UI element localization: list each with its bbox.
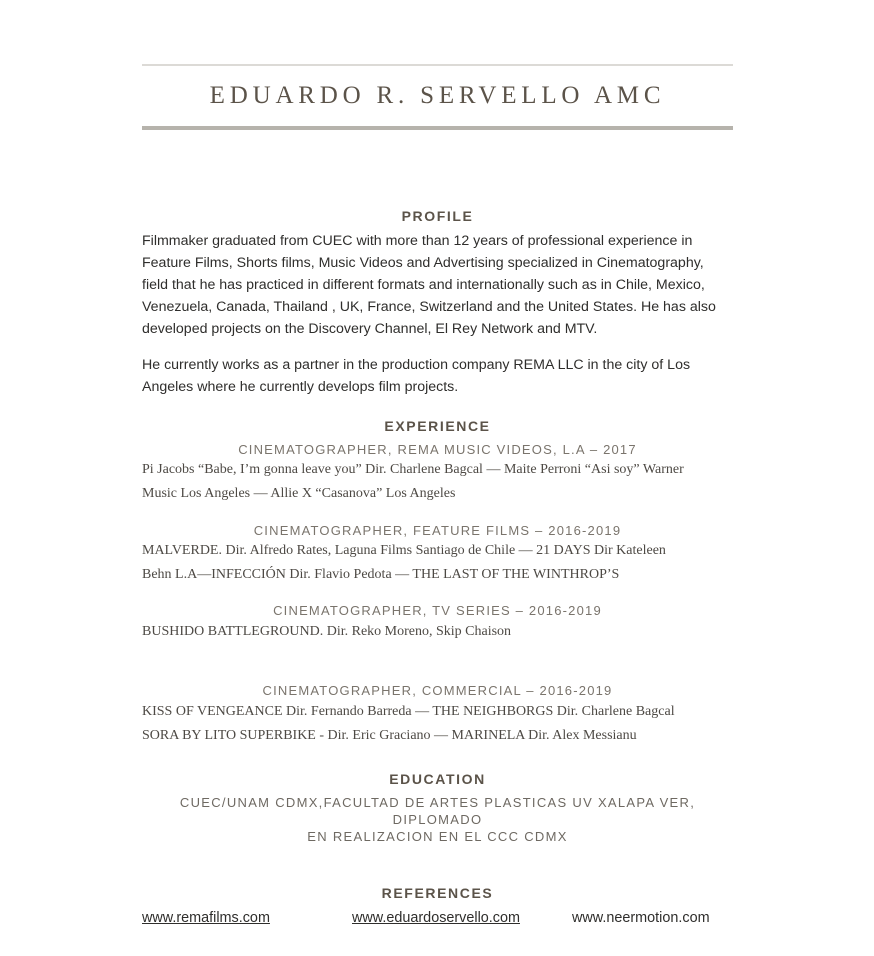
experience-details-tv-series — [142, 620, 742, 644]
experience-line: SORA BY LITO SUPERBIKE - Dir. Eric Graciano — MARINELA Dir. Alex Messianu — [142, 728, 637, 743]
experience-heading: EXPERIENCE — [384, 418, 491, 434]
profile-line: He currently works as a partner in the production company REMA LLC in the city of Los — [142, 357, 691, 373]
references-heading: REFERENCES — [381, 885, 494, 901]
profile-paragraph-2 — [142, 354, 732, 398]
experience-line: KISS OF VENGEANCE Dir. Fernando Barreda — THE NEIGHBORGS Dir. Charlene Bagcal — [142, 704, 675, 719]
experience-line: BUSHIDO BATTLEGROUND. Dir. Reko Moreno, Skip Chaison — [142, 624, 512, 639]
education-line: CUEC/UNAM CDMX,FACULTAD DE ARTES PLASTICAS UV XALAPA VER, DIPLOMADO — [179, 795, 696, 827]
experience-details-commercial — [142, 700, 742, 748]
profile-line: field that he has practiced in different formats and internationally such as in Chile, Mexico, — [142, 277, 705, 293]
page-title: EDUARDO R. SERVELLO AMC — [209, 82, 666, 109]
experience-details-feature-films — [142, 539, 742, 587]
experience-title-commercial: CINEMATOGRAPHER, COMMERCIAL – 2016-2019 — [262, 683, 613, 698]
header-bottom-rule — [142, 126, 733, 130]
experience-details-music-videos — [142, 458, 742, 506]
profile-paragraph-1 — [142, 230, 732, 340]
education-line: EN REALIZACION EN EL CCC CDMX — [307, 829, 568, 844]
experience-line: MALVERDE. Dir. Alfredo Rates, Laguna Films Santiago de Chile — 21 DAYS Dir Kateleen — [142, 543, 666, 558]
profile-line: developed projects on the Discovery Channel, El Rey Network and MTV. — [142, 321, 598, 337]
experience-title-feature-films: CINEMATOGRAPHER, FEATURE FILMS – 2016-2019 — [253, 523, 622, 538]
experience-title-music-videos: CINEMATOGRAPHER, REMA MUSIC VIDEOS, L.A – 2017 — [238, 442, 637, 457]
experience-line: Music Los Angeles — Allie X “Casanova” Los Angeles — [142, 486, 456, 501]
education-details — [142, 794, 733, 845]
experience-line: Behn L.A—INFECCIÓN Dir. Flavio Pedota — THE LAST OF THE WINTHROP’S — [142, 567, 620, 582]
experience-title-tv-series: CINEMATOGRAPHER, TV SERIES – 2016-2019 — [273, 603, 602, 618]
link-neermotion[interactable]: www.neermotion.com — [572, 910, 710, 926]
profile-line: Filmmaker graduated from CUEC with more than 12 years of professional experience in — [142, 233, 693, 249]
profile-line: Feature Films, Shorts films, Music Videos and Advertising specialized in Cinematography, — [142, 255, 704, 271]
link-remafilms[interactable]: www.remafilms.com — [142, 910, 270, 926]
header-top-rule — [142, 64, 733, 66]
profile-line: Venezuela, Canada, Thailand , UK, France, Switzerland and the United States. He has also — [142, 299, 716, 315]
link-eduardoservello[interactable]: www.eduardoservello.com — [352, 910, 520, 926]
profile-line: Angeles where he currently develops film projects. — [142, 379, 459, 395]
experience-line: Pi Jacobs “Babe, I’m gonna leave you” Dir. Charlene Bagcal — Maite Perroni “Asi soy” Warner — [142, 462, 684, 477]
education-heading: EDUCATION — [389, 771, 486, 787]
profile-heading: PROFILE — [401, 208, 474, 224]
